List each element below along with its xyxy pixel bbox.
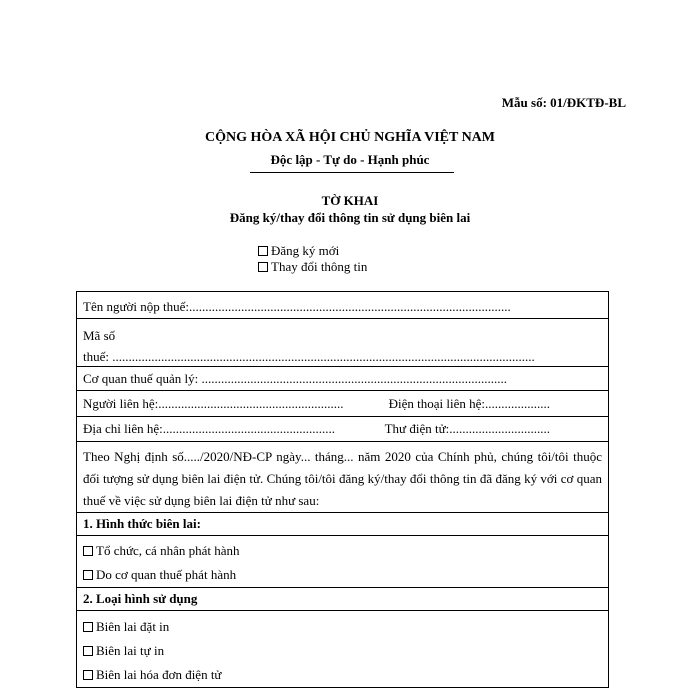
national-motto: Độc lập - Tự do - Hạnh phúc — [270, 152, 430, 167]
option-tax-office-issued[interactable] — [83, 563, 602, 587]
checkbox-icon[interactable] — [258, 262, 268, 272]
phone-field[interactable]: Điện thoại liên hệ:.................... — [388, 396, 550, 411]
section-usage-type-heading: 2. Loại hình sử dụng — [77, 588, 608, 611]
email-field[interactable]: Thư điện tử:............................... — [384, 421, 550, 436]
tax-office-field[interactable]: Cơ quan thuế quản lý: .............................................................................................. — [83, 371, 507, 386]
checkbox-icon[interactable] — [83, 622, 93, 632]
option-pre-printed[interactable] — [83, 615, 602, 639]
choice-change-info[interactable] — [258, 259, 367, 275]
option-label: Biên lai đặt in — [96, 619, 170, 634]
checkbox-icon[interactable] — [83, 670, 93, 680]
option-org-issued[interactable] — [83, 539, 602, 563]
tax-code-row — [77, 319, 608, 367]
checkbox-icon[interactable] — [83, 546, 93, 556]
option-label: Biên lai tự in — [96, 643, 165, 658]
option-label: Biên lai hóa đơn điện tử — [96, 667, 222, 682]
section-receipt-form-heading: 1. Hình thức biên lai: — [77, 513, 608, 536]
option-self-printed[interactable] — [83, 639, 602, 663]
tax-office-row — [77, 367, 608, 391]
motto-underline — [250, 172, 454, 173]
contact-row — [77, 391, 608, 417]
choice-label: Đăng ký mới — [271, 243, 340, 258]
taxpayer-name-field[interactable]: Tên người nộp thuế:................................................................................................... — [83, 299, 511, 314]
form-code: Mẫu số: 01/ĐKTĐ-BL — [501, 95, 626, 110]
republic-title: CỘNG HÒA XÃ HỘI CHỦ NGHĨA VIỆT NAM — [204, 130, 495, 145]
choice-label: Thay đổi thông tin — [271, 259, 368, 274]
checkbox-icon[interactable] — [83, 570, 93, 580]
form-subtitle: Đăng ký/thay đổi thông tin sử dụng biên lai — [229, 210, 471, 225]
checkbox-icon[interactable] — [83, 646, 93, 656]
choice-new-registration[interactable] — [258, 243, 339, 259]
tax-code-field[interactable]: thuế: .................................................................................................................................. — [83, 349, 535, 364]
form-title: TỜ KHAI — [321, 193, 379, 208]
checkbox-icon[interactable] — [258, 246, 268, 256]
address-field[interactable]: Địa chỉ liên hệ:..................................................... — [83, 421, 336, 436]
tax-code-label: Mã số — [83, 328, 116, 343]
option-label: Do cơ quan thuế phát hành — [96, 567, 237, 582]
option-electronic[interactable] — [83, 663, 602, 687]
contact-person-field[interactable]: Người liên hệ:......................................................... — [83, 396, 344, 411]
option-label: Tổ chức, cá nhân phát hành — [96, 543, 240, 558]
section-usage-type-options — [77, 611, 608, 688]
section-receipt-form-options — [77, 536, 608, 588]
declaration-table — [76, 291, 609, 688]
taxpayer-name-row — [77, 292, 608, 319]
address-row — [77, 417, 608, 442]
declaration-paragraph: Theo Nghị định số...../2020/NĐ-CP ngày... tháng... năm 2020 của Chính phủ, chúng tôi/tôi thuộc đối tượng sử dụng biên lai điện tử. Chúng tôi/tôi đăng ký/thay đổi thông tin đã đăng ký với cơ quan thuế về việc sử dụng biên lai điện tử như sau: — [77, 442, 608, 513]
